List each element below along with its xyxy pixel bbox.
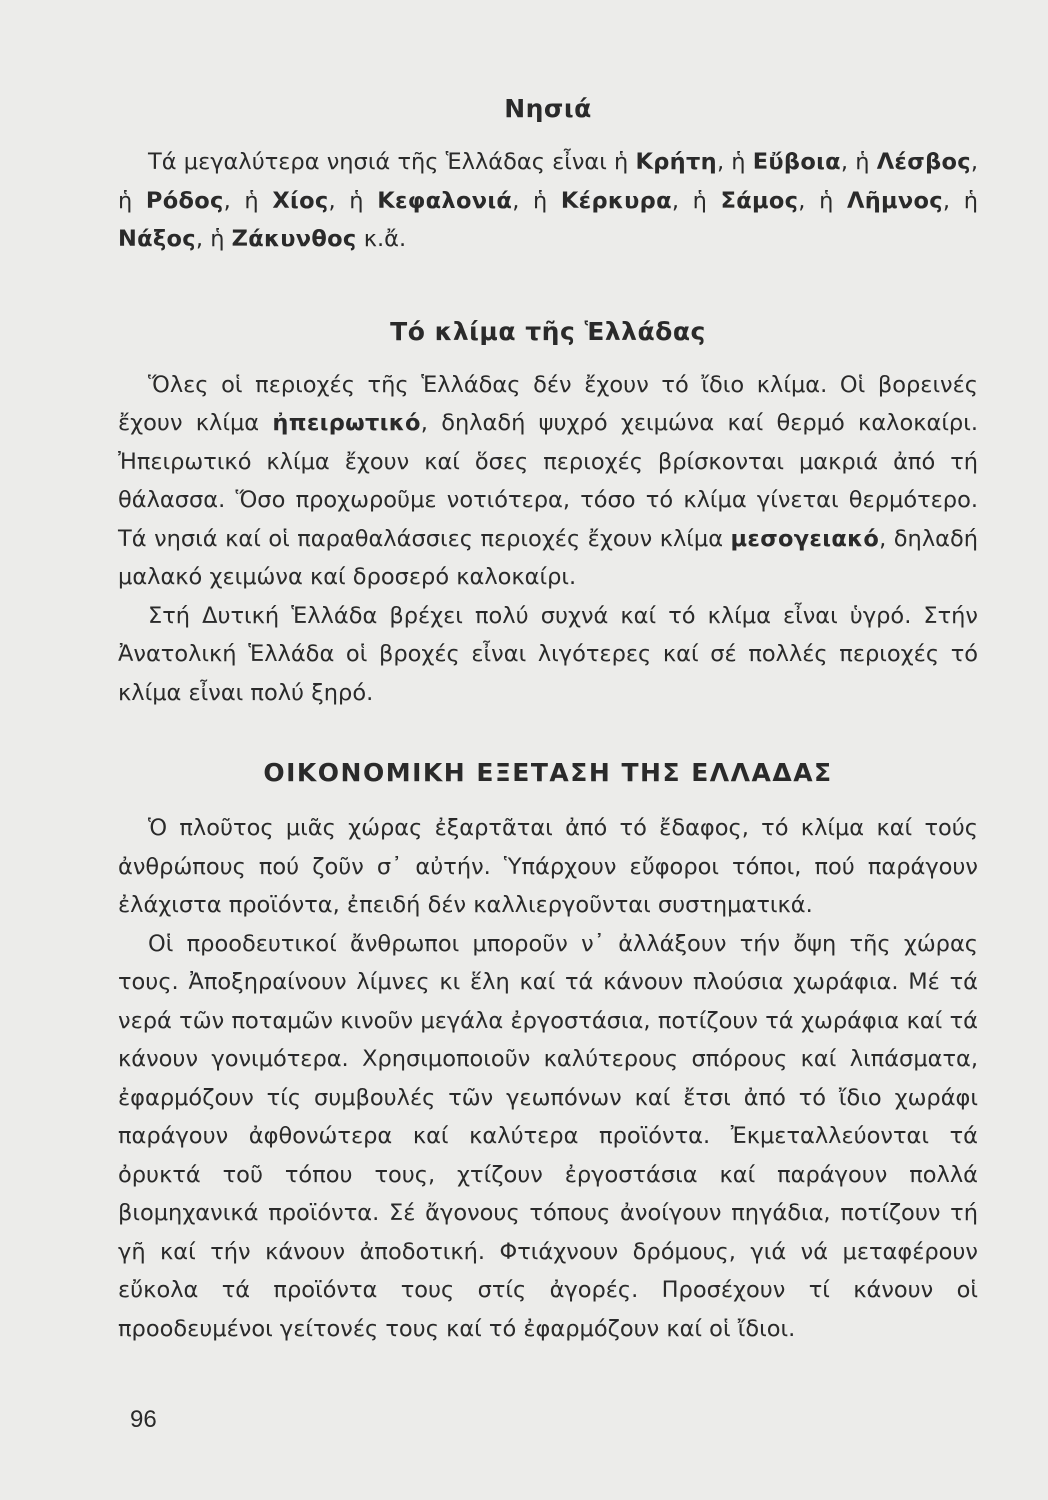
island-evia: Εὔβοια [752, 149, 841, 175]
islands-ending: κ.ἄ. [356, 226, 407, 252]
climate-paragraph-2: Στή Δυτική Ἑλλάδα βρέχει πολύ συχνά καί τό κλίμα εἶναι ὑγρό. Στήν Ἀνατολική Ἑλλάδα οἱ βροχές εἶναι λιγότερες καί σέ πολλές περιοχές τό κλίμα εἶναι πολύ ξηρό. [118, 602, 978, 706]
island-crete: Κρήτη [635, 149, 717, 175]
separator: , ἡ [942, 187, 978, 214]
separator: , ἡ [671, 187, 721, 214]
climate-text-a: Ὅλες οἱ περιοχές τῆς Ἑλλάδας δέν ἔχουν τό ἴδιο κλίμα. Οἱ βορεινές ἔχουν κλίμα [118, 371, 978, 436]
island-zakynthos: Ζάκυνθος [231, 226, 357, 252]
economy-paragraph-2: Οἱ προοδευτικοί ἄνθρωποι μποροῦν ν᾽ ἀλλάξουν τήν ὄψη τῆς χώρας τους. Ἀποξηραίνουν λίμνες κι ἕλη καί τά κάνουν πλούσια χωράφια. Μέ τά νερά τῶν ποταμῶν κινοῦν μεγάλα ἐργοστάσια, ποτίζουν τά χωράφια καί τά κάνουν γονιμότερα. Χρησιμοποιοῦν καλύτερους σπόρους καί λιπάσματα, ἐφαρμόζουν τίς συμβουλές τῶν γεωπόνων καί ἔτσι ἀπό τό ἴδιο χωράφι παράγουν ἀφθονώτερα καί καλύτερα προϊόντα. Ἐκμεταλλεύονται τά ὀρυκτά τοῦ τόπου τους, χτίζουν ἐργοστάσια καί παράγουν πολλά βιομηχανικά προϊόντα. Σέ ἄγονους τόπους ἀνοίγουν πηγάδια, ποτίζουν τή γῆ καί τήν κάνουν ἀποδοτική. Φτιάχνουν δρόμους, γιά νά μεταφέρουν εὔκολα τά προϊόντα τους στίς ἀγορές. Προσέχουν τί κάνουν οἱ προοδευμένοι γείτονές τους καί τό ἐφαρμόζουν καί οἱ ἴδιοι. [118, 930, 978, 1342]
island-kerkyra: Κέρκυρα [560, 187, 672, 214]
separator: , ἡ [716, 149, 753, 175]
separator: , ἡ [328, 187, 378, 214]
climate-text-b: , δηλαδή ψυχρό χειμώνα καί θερμό καλοκαίρι. Ἠπειρωτικό κλίμα ἔχουν καί ὅσες περιοχές βρίσκονται μακριά ἀπό τή θάλασσα. Ὅσο προχωροῦμε νοτιότερα, τόσο τό κλίμα γίνεται θερμότερο. Τά νησιά καί οἱ παραθαλάσσιες περιοχές ἔχουν κλίμα [118, 410, 978, 552]
economy-paragraph-1: Ὁ πλοῦτος μιᾶς χώρας ἐξαρτᾶται ἀπό τό ἔδαφος, τό κλίμα καί τούς ἀνθρώπους πού ζοῦν σ᾽ αὐτήν. Ὑπάρχουν εὔφοροι τόποι, πού παράγουν ἐλάχιστα προϊόντα, ἐπειδή δέν καλλιεργοῦνται συστηματικά. [118, 815, 978, 918]
islands-intro-text: Τά μεγαλύτερα νησιά τῆς Ἑλλάδας εἶναι ἡ [148, 149, 636, 175]
islands-paragraph [118, 143, 978, 259]
separator: , ἡ [118, 149, 979, 214]
climate-text-c: , δηλαδή μαλακό χειμώνα καί δροσερό καλοκαίρι. [118, 525, 978, 590]
islands-heading: Νησιά [504, 94, 592, 123]
climate-continental: ἠπειρωτικό [272, 410, 421, 436]
page-number: 96 [130, 1406, 157, 1433]
climate-mediterranean: μεσογειακό [730, 525, 880, 552]
island-rodos: Ρόδος [145, 187, 224, 214]
island-samos: Σάμος [720, 187, 799, 214]
separator: , ἡ [223, 187, 273, 214]
island-chios: Χίος [272, 187, 329, 214]
island-kefalonia: Κεφαλονιά [377, 187, 513, 214]
island-limnos: Λῆμνος [847, 187, 943, 214]
climate-heading: Τό κλίμα τῆς Ἑλλάδας [390, 316, 706, 346]
separator: , ἡ [195, 226, 232, 252]
island-naxos: Νάξος [118, 226, 196, 252]
island-lesvos: Λέσβος [876, 149, 971, 175]
economy-heading: ΟΙΚΟΝΟΜΙΚΗ ΕΞΕΤΑΣΗ ΤΗΣ ΕΛΛΑΔΑΣ [263, 758, 833, 787]
separator: , ἡ [512, 187, 561, 214]
separator: , ἡ [798, 187, 847, 214]
climate-paragraph-1 [118, 366, 978, 597]
separator: , ἡ [840, 149, 877, 175]
